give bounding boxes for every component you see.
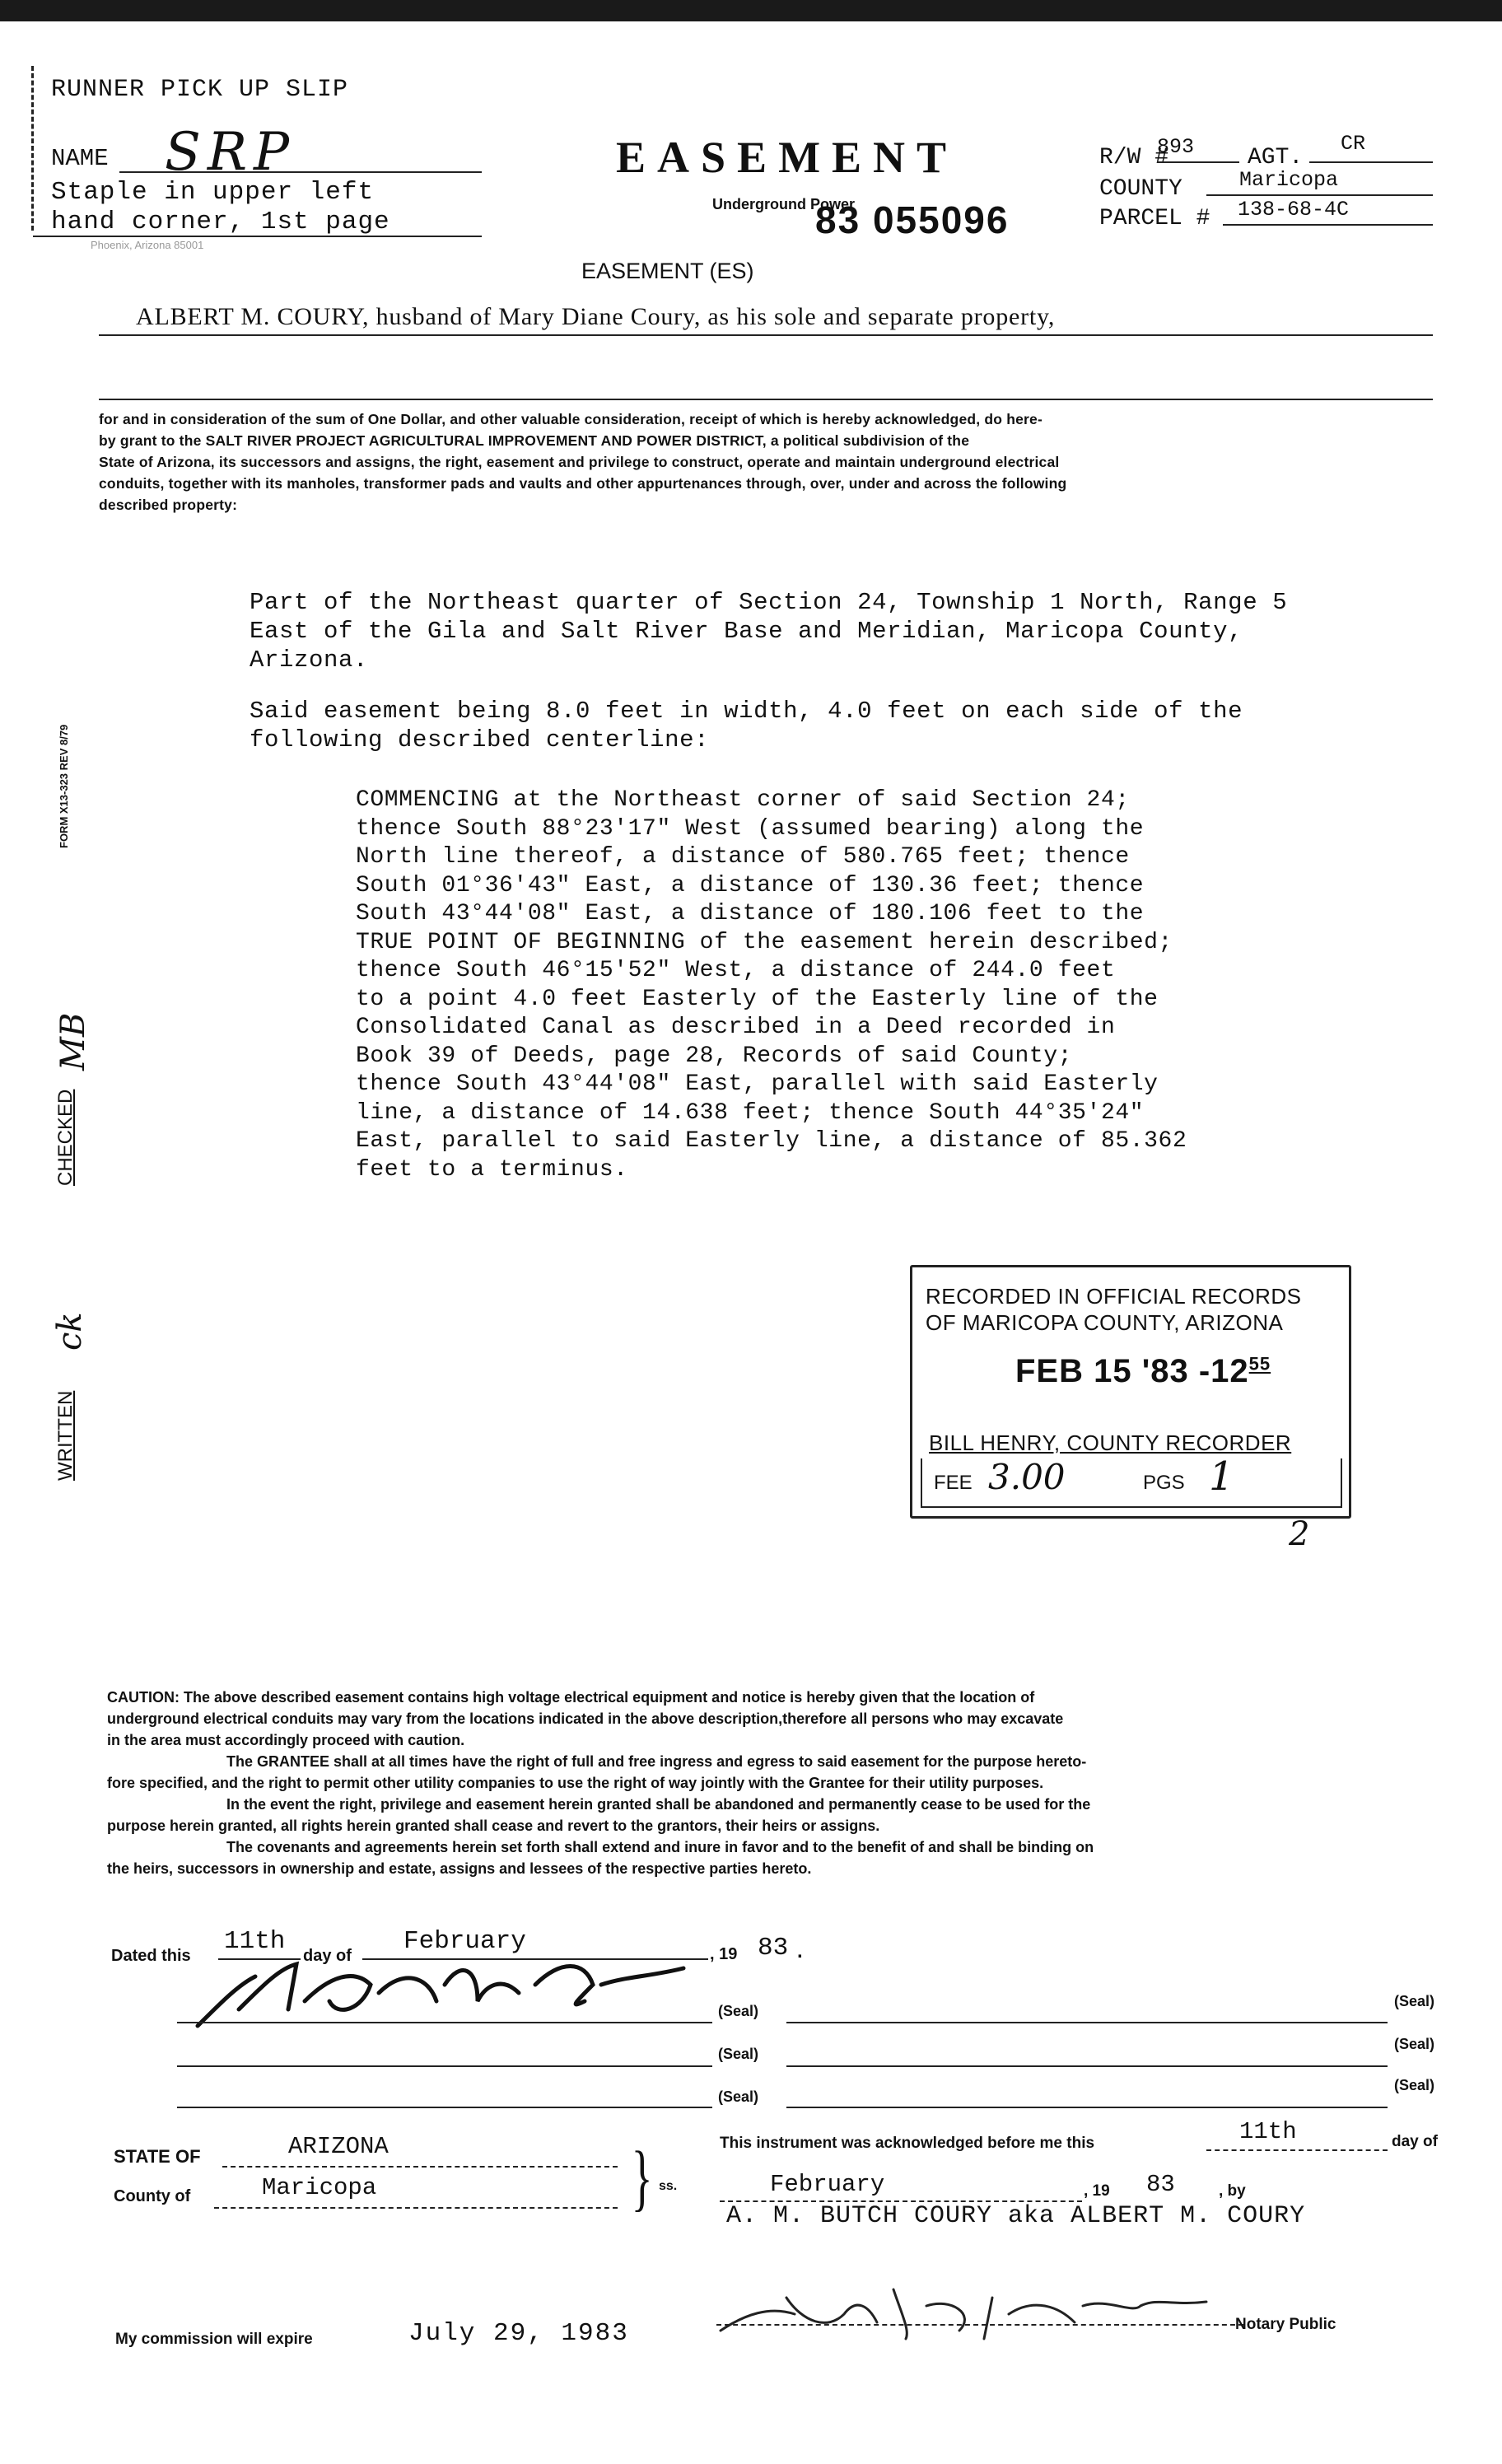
ack-day: 11th (1239, 2118, 1297, 2145)
checked-initials: MB (54, 1012, 92, 1071)
dated-day-of: day of (303, 1947, 352, 1965)
commission-label: My commission will expire (115, 2331, 313, 2348)
ack-month: February (770, 2171, 885, 2198)
ack-year-prefix: , 19 (1084, 2182, 1110, 2200)
caution-line: The covenants and agreements herein set forth shall extend and inure in favor and to the benefit of and shall be binding on (226, 1839, 1094, 1855)
seal-label: (Seal) (1394, 2036, 1435, 2052)
runner-slip-bottom-line (33, 236, 482, 237)
county-of-label: County of (114, 2187, 191, 2205)
document-title: EASEMENT (616, 133, 959, 182)
scan-top-edge (0, 0, 1502, 21)
dated-day: 11th (224, 1927, 286, 1956)
ack-person: A. M. BUTCH COURY aka ALBERT M. COURY (726, 2202, 1306, 2230)
legal-line: East, parallel to said Easterly line, a distance of 85.362 (356, 1128, 1187, 1154)
seal-label: (Seal) (718, 2046, 759, 2062)
commission-date: July 29, 1983 (408, 2319, 629, 2348)
legal-line: thence South 46°15'52" West, a distance of 244.0 feet (356, 958, 1116, 983)
seal-label: (Seal) (718, 2003, 759, 2019)
seal-label: (Seal) (1394, 2077, 1435, 2093)
form-number: FORM X13-323 REV 8/79 (58, 724, 70, 848)
runner-slip-title: RUNNER PICK UP SLIP (51, 76, 349, 104)
signature-line-6 (786, 2107, 1388, 2108)
written-initials: ck (51, 1312, 89, 1351)
consideration-line: for and in consideration of the sum of One Dollar, and other valuable consideration, receipt of which is hereby acknowledged, do here- (99, 411, 1043, 427)
document-subtitle: Underground Power (712, 196, 856, 212)
stamp-time-sup: 55 (1248, 1353, 1271, 1374)
written-label: WRITTEN (54, 1390, 77, 1481)
ack-by: , by (1219, 2182, 1246, 2200)
legal-line: thence South 88°23'17" West (assumed bearing) along the (356, 815, 1145, 842)
description-para-3 (356, 786, 1187, 1184)
stamp-line-2: OF MARICOPA COUNTY, ARIZONA (926, 1310, 1284, 1335)
consideration-line: by grant to the SALT RIVER PROJECT AGRICULTURAL IMPROVEMENT AND POWER DISTRICT, a political subdivision of the (99, 432, 970, 449)
description-line: Arizona. (250, 646, 369, 674)
ss-label: ss. (659, 2179, 678, 2193)
description-line: East of the Gila and Salt River Base and Meridian, Maricopa County, (250, 618, 1243, 645)
legal-line: line, a distance of 14.638 feet; thence South 44°35'24" (356, 1099, 1145, 1126)
stamp-pgs-value: 1 (1209, 1454, 1234, 1500)
notary-line (716, 2324, 1243, 2326)
stamp-date-text: FEB 15 '83 -12 (1015, 1353, 1249, 1389)
description-line: Part of the Northeast quarter of Section 24, Township 1 North, Range 5 (250, 589, 1288, 616)
signature-line-4 (786, 2065, 1388, 2067)
description-line: following described centerline: (250, 726, 710, 754)
document-number: 83 055096 (815, 198, 1010, 241)
ack-prefix: This instrument was acknowledged before me this (720, 2135, 1095, 2152)
county-of-line (214, 2207, 618, 2209)
county-label: COUNTY (1099, 176, 1182, 202)
seal-label: (Seal) (718, 2088, 759, 2105)
runner-slip-border (31, 66, 37, 231)
state-value: ARIZONA (288, 2133, 389, 2160)
dated-prefix: Dated this (111, 1947, 191, 1965)
ack-day-suffix: day of (1392, 2133, 1438, 2150)
grantor-signature (189, 1952, 716, 2042)
county-value: Maricopa (1239, 168, 1339, 192)
notary-signature (712, 2281, 1239, 2347)
consideration-line: State of Arizona, its successors and assigns, the right, easement and privilege to construct, operate and maintain underground electrical (99, 454, 1060, 470)
caution-line: in the area must accordingly proceed with caution. (107, 1732, 465, 1748)
easement-type: EASEMENT (ES) (581, 259, 754, 283)
caution-line: The GRANTEE shall at all times have the right of full and free ingress and egress to said easement for the purpose hereto- (226, 1753, 1087, 1770)
signature-line-2 (786, 2022, 1388, 2023)
legal-line: Consolidated Canal as described in a Deed recorded in (356, 1015, 1116, 1040)
caution-line: fore specified, and the right to permit other utility companies to use the right of way jointly with the Grantee for their utility purposes. (107, 1775, 1044, 1791)
rw-value: 893 (1157, 135, 1195, 159)
stamp-fee-value: 3.00 (988, 1457, 1066, 1497)
caution-section (107, 1687, 1445, 1879)
legal-line: COMMENCING at the Northeast corner of said Section 24; (356, 787, 1130, 813)
state-line (222, 2166, 618, 2168)
stamp-date (1015, 1353, 1271, 1390)
rw-label: R/W # (1099, 145, 1169, 170)
description-line: Said easement being 8.0 feet in width, 4.0 feet on each side of the (250, 698, 1243, 725)
county-line (1206, 194, 1433, 196)
caution-line: underground electrical conduits may vary from the locations indicated in the above description,therefore all persons who may excavate (107, 1710, 1064, 1727)
legal-line: North line thereof, a distance of 580.765 feet; thence (356, 844, 1130, 870)
dated-year: 83 (758, 1934, 789, 1962)
agt-label: AGT. (1248, 145, 1304, 170)
caution-line: purpose herein granted, all rights herein granted shall cease and revert to the grantors, their heirs or assigns. (107, 1818, 880, 1834)
legal-line: to a point 4.0 feet Easterly of the Easterly line of the (356, 986, 1159, 1012)
signature-line-1 (177, 2022, 712, 2023)
runner-slip-faded-text: Phoenix, Arizona 85001 (91, 239, 204, 251)
legal-line: thence South 43°44'08" East, parallel with said Easterly (356, 1071, 1159, 1097)
runner-slip-name-value: SRP (165, 122, 296, 183)
checked-label: CHECKED (54, 1089, 77, 1186)
ack-year: 83 (1146, 2171, 1175, 2198)
parcel-label: PARCEL # (1099, 206, 1210, 231)
description-para-2 (250, 697, 1243, 754)
runner-slip-line1: Staple in upper left (51, 178, 375, 207)
caution-line: CAUTION: The above described easement contains high voltage electrical equipment and notice is hereby given that the location of (107, 1689, 1035, 1706)
consideration-line: described property: (99, 497, 238, 513)
dated-month: February (403, 1927, 526, 1956)
agt-value: CR (1341, 132, 1366, 156)
stamp-pgs-label: PGS (1143, 1472, 1185, 1494)
signature-line-5 (177, 2107, 712, 2108)
legal-line: South 43°44'08" East, a distance of 180.106 feet to the (356, 901, 1145, 926)
caution-line: In the event the right, privilege and easement herein granted shall be abandoned and permanently cease to be used for the (226, 1796, 1091, 1813)
rw-line (1157, 161, 1239, 163)
stamp-recorder: BILL HENRY, COUNTY RECORDER (929, 1430, 1292, 1455)
runner-slip-line2: hand corner, 1st page (51, 208, 390, 236)
caution-line: the heirs, successors in ownership and estate, assigns and lessees of the respective parties hereto. (107, 1860, 812, 1877)
signature-line-3 (177, 2065, 712, 2067)
parcel-line (1223, 224, 1433, 226)
stamp-line-1: RECORDED IN OFFICIAL RECORDS (926, 1284, 1302, 1309)
stamp-extra-mark: 2 (1289, 1515, 1310, 1553)
agt-line (1309, 161, 1433, 163)
description-para-1 (250, 588, 1287, 674)
grantor-line (99, 334, 1433, 336)
stamp-fee-label: FEE (934, 1472, 973, 1494)
dated-suffix: . (797, 1940, 803, 1962)
legal-line: TRUE POINT OF BEGINNING of the easement herein described; (356, 929, 1173, 955)
bracket: } (631, 2137, 653, 2219)
legal-line: Book 39 of Deeds, page 28, Records of said County; (356, 1043, 1073, 1069)
county-of-value: Maricopa (262, 2174, 377, 2201)
notary-public-label: Notary Public (1235, 2316, 1336, 2333)
consideration-text (99, 408, 1437, 516)
state-label: STATE OF (114, 2146, 201, 2167)
seal-label: (Seal) (1394, 1993, 1435, 2009)
dated-year-prefix: , 19 (710, 1945, 738, 1963)
recording-stamp (910, 1265, 1351, 1519)
legal-line: South 01°36'43" East, a distance of 130.36 feet; thence (356, 872, 1145, 898)
consideration-line: conduits, together with its manholes, transformer pads and vaults and other appurtenances through, over, under and across the following (99, 475, 1067, 492)
stamp-fee-box (921, 1458, 1342, 1508)
runner-slip-name-label: NAME (51, 145, 109, 172)
legal-line: feet to a terminus. (356, 1156, 628, 1183)
grantor-line-2 (99, 399, 1433, 400)
grantor-text: ALBERT M. COURY, husband of Mary Diane Coury, as his sole and separate property, (136, 303, 1056, 330)
parcel-value: 138-68-4C (1238, 198, 1350, 222)
ack-day-line (1206, 2149, 1388, 2151)
